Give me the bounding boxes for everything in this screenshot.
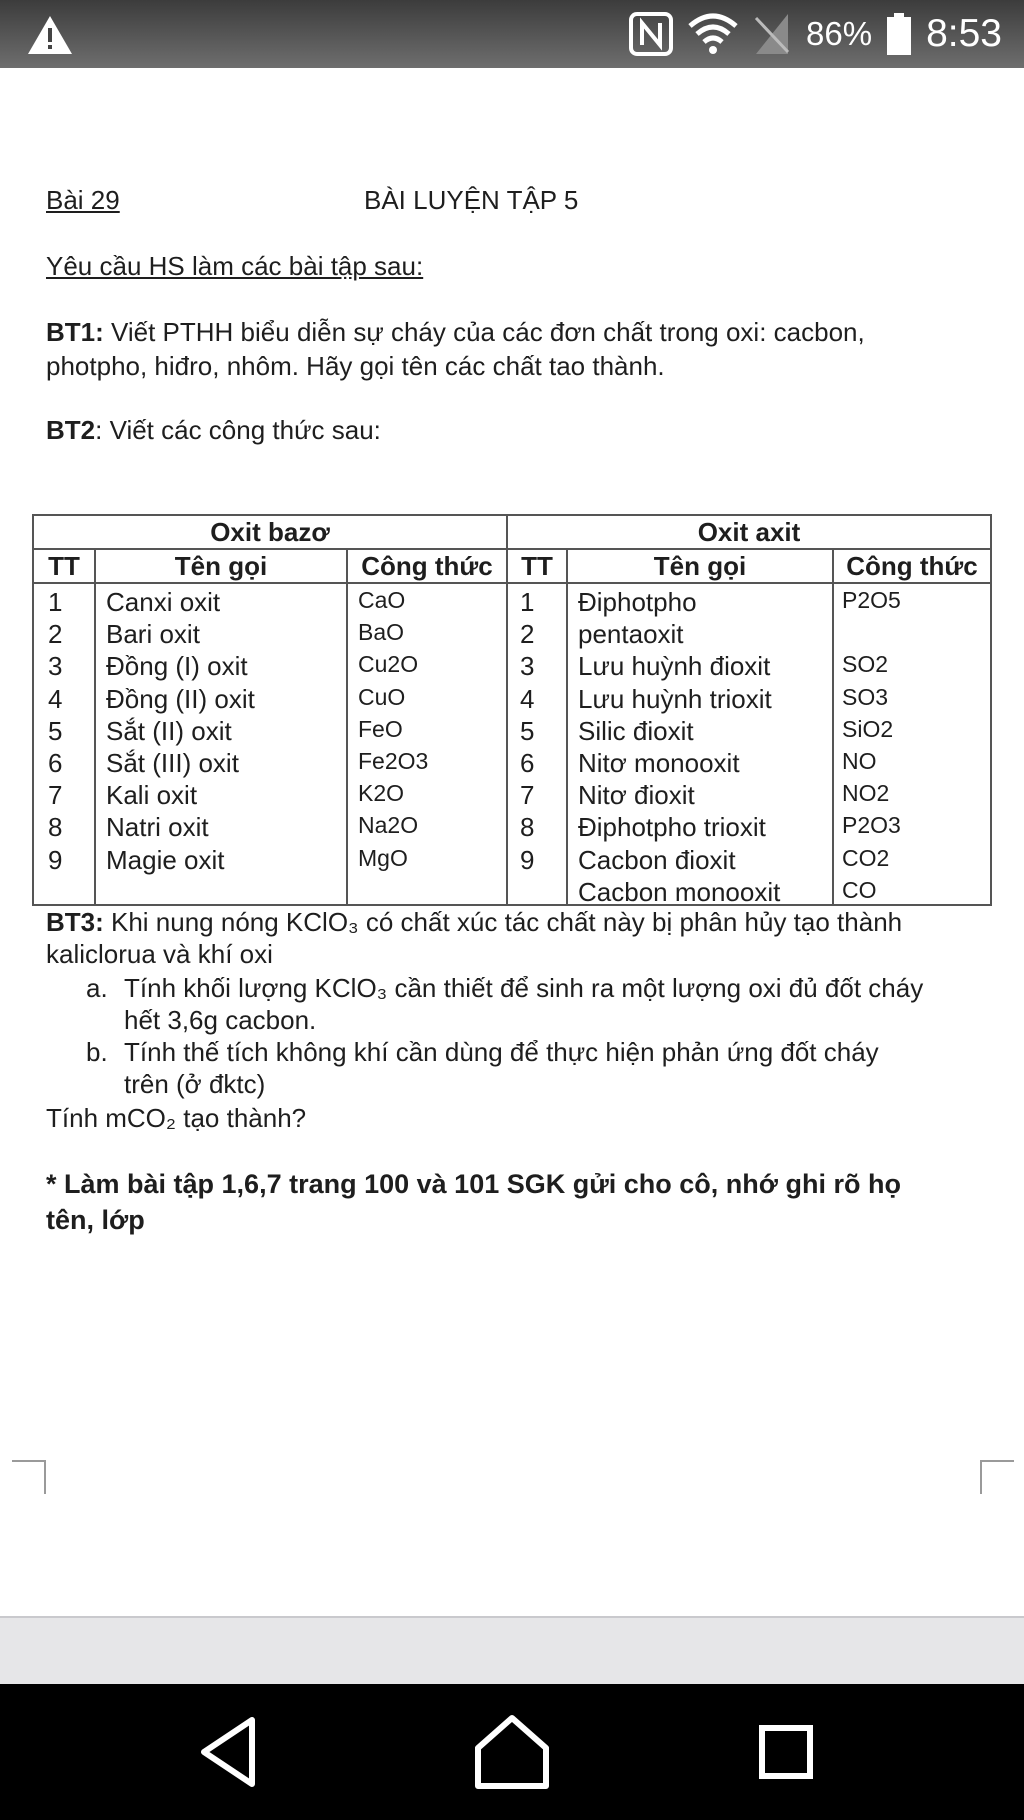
navigation-bar	[0, 1684, 1024, 1820]
battery-percentage: 86%	[806, 15, 873, 52]
col-header-formula: Công thức	[846, 551, 978, 581]
base-oxide-name: Natri oxit	[106, 812, 209, 843]
home-icon[interactable]	[464, 1704, 560, 1800]
group-header-oxit-bazo: Oxit bazơ	[210, 517, 330, 547]
base-oxide-formula: Cu2O	[358, 651, 419, 678]
acid-oxide-formula: NO2	[842, 780, 890, 807]
acid-oxide-tt: 6	[520, 748, 535, 778]
acid-oxide-formula: SO2	[842, 651, 889, 678]
acid-oxide-formula: P2O5	[842, 587, 901, 613]
table-divider	[832, 548, 834, 904]
acid-oxide-tt: 8	[520, 812, 535, 843]
bt3-text-1: Khi nung nóng KClO₃ có chất xúc tác chất này bị phân hủy tạo thành	[103, 907, 903, 937]
base-oxide-formula: Na2O	[358, 812, 419, 839]
base-oxide-name: Bari oxit	[106, 619, 200, 650]
acid-oxide-formula: CO	[842, 876, 877, 903]
nfc-icon	[628, 11, 674, 57]
base-oxide-name: Sắt (III) oxit	[106, 748, 239, 778]
acid-oxide-name: Điphotpho	[578, 587, 697, 617]
base-oxide-tt: 7	[48, 780, 63, 811]
bt3-label: BT3:	[46, 907, 104, 937]
bt3-b-line-2: trên (ở đktc)	[124, 1069, 266, 1099]
base-oxide-name: Đồng (I) oxit	[106, 651, 248, 682]
base-oxide-formula: CaO	[358, 587, 406, 613]
acid-oxide-tt: 4	[520, 683, 535, 714]
acid-oxide-tt: 5	[520, 715, 535, 746]
homework-note-line-2: tên, lớp	[46, 1205, 145, 1235]
base-oxide-formula: BaO	[358, 619, 405, 646]
page-title: BÀI LUYỆN TẬP 5	[364, 185, 579, 215]
request-heading: Yêu cầu HS làm các bài tập sau:	[46, 251, 424, 281]
base-oxide-tt: 6	[48, 748, 63, 778]
no-sim-icon	[752, 12, 792, 56]
bt3-a-line-2: hết 3,6g cacbon.	[124, 1005, 317, 1035]
clock: 8:53	[926, 12, 1002, 55]
base-oxide-name: Sắt (II) oxit	[106, 715, 232, 746]
acid-oxide-name: Điphotpho trioxit	[578, 812, 766, 843]
recents-icon[interactable]	[738, 1704, 834, 1800]
bt2-line	[46, 414, 381, 446]
acid-oxide-tt: 7	[520, 780, 535, 811]
col-header-name: Tên gọi	[653, 551, 747, 581]
bt3-question: Tính mCO₂ tạo thành?	[46, 1103, 307, 1133]
table-divider	[94, 548, 96, 904]
lesson-number: Bài 29	[46, 185, 120, 215]
base-oxide-tt: 2	[48, 619, 63, 650]
table-divider	[346, 548, 348, 904]
base-oxide-tt: 8	[48, 812, 63, 843]
status-icons	[628, 0, 1002, 68]
homework-note-line-1: * Làm bài tập 1,6,7 trang 100 và 101 SGK gửi cho cô, nhớ ghi rõ họ	[46, 1169, 901, 1199]
bt2-label: BT2	[46, 415, 96, 445]
base-oxide-tt: 5	[48, 715, 63, 746]
acid-oxide-name: Cacbon đioxit	[578, 844, 736, 875]
bt1-label: BT1:	[46, 317, 104, 347]
bt1-text-1: Viết PTHH biểu diễn sự cháy của các đơn chất trong oxi: cacbon,	[103, 317, 865, 347]
warning-icon	[26, 14, 74, 56]
col-header-name: Tên gọi	[174, 551, 268, 581]
status-bar	[0, 0, 1024, 68]
bt3-a-line-1: Tính khối lượng KClO₃ cần thiết để sinh ra một lượng oxi đủ đốt cháy	[124, 973, 924, 1003]
col-header-formula: Công thức	[361, 551, 493, 581]
wifi-icon	[688, 12, 738, 56]
oxide-table	[32, 514, 992, 906]
bt2-text: : Viết các công thức sau:	[95, 415, 381, 445]
acid-oxide-name: Nitơ đioxit	[578, 780, 695, 811]
acid-oxide-formula: SO3	[842, 683, 889, 710]
bt1-line-2: photpho, hiđro, nhôm. Hãy gọi tên các chất tao thành.	[46, 351, 665, 381]
bt1-line-1	[46, 316, 865, 348]
base-oxide-name: Canxi oxit	[106, 587, 221, 617]
acid-oxide-name: Lưu huỳnh trioxit	[578, 683, 772, 714]
base-oxide-name: Magie oxit	[106, 844, 225, 875]
acid-oxide-formula: CO2	[842, 844, 890, 871]
acid-oxide-name: Cacbon monooxit	[578, 876, 781, 907]
acid-oxide-formula: SiO2	[842, 715, 894, 742]
base-oxide-formula: K2O	[358, 780, 405, 807]
acid-oxide-formula: NO	[842, 748, 877, 774]
back-icon[interactable]	[180, 1704, 276, 1800]
base-oxide-formula: MgO	[358, 844, 408, 871]
base-oxide-formula: CuO	[358, 683, 406, 710]
acid-oxide-name: Silic đioxit	[578, 715, 694, 746]
acid-oxide-name: pentaoxit	[578, 619, 684, 650]
base-oxide-formula: Fe2O3	[358, 748, 429, 774]
base-oxide-tt: 1	[48, 587, 63, 617]
page-corner-mark	[980, 1460, 1014, 1494]
list-marker-a: a.	[86, 973, 108, 1003]
acid-oxide-tt: 2	[520, 619, 535, 650]
base-oxide-name: Đồng (II) oxit	[106, 683, 255, 714]
col-header-tt: TT	[521, 551, 553, 581]
acid-oxide-tt: 1	[520, 587, 535, 617]
col-header-tt: TT	[48, 551, 80, 581]
document-page[interactable]	[0, 68, 1024, 1616]
acid-oxide-name: Nitơ monooxit	[578, 748, 740, 778]
table-divider	[566, 548, 568, 904]
page-separator	[0, 1616, 1024, 1686]
list-marker-b: b.	[86, 1037, 108, 1067]
acid-oxide-tt: 3	[520, 651, 535, 682]
base-oxide-name: Kali oxit	[106, 780, 198, 811]
acid-oxide-name: Lưu huỳnh đioxit	[578, 651, 771, 682]
base-oxide-formula: FeO	[358, 715, 403, 742]
group-header-oxit-axit: Oxit axit	[697, 517, 801, 547]
acid-oxide-tt: 9	[520, 844, 535, 875]
page-corner-mark	[12, 1460, 46, 1494]
base-oxide-tt: 3	[48, 651, 63, 682]
bt3-line-2: kaliclorua và khí oxi	[46, 939, 273, 969]
base-oxide-tt: 9	[48, 844, 63, 875]
battery-icon	[886, 12, 912, 56]
bt3-b-line-1: Tính thế tích không khí cần dùng để thực hiện phản ứng đốt cháy	[124, 1037, 879, 1067]
acid-oxide-formula: P2O3	[842, 812, 901, 839]
bt3-line-1	[46, 906, 902, 938]
base-oxide-tt: 4	[48, 683, 63, 714]
